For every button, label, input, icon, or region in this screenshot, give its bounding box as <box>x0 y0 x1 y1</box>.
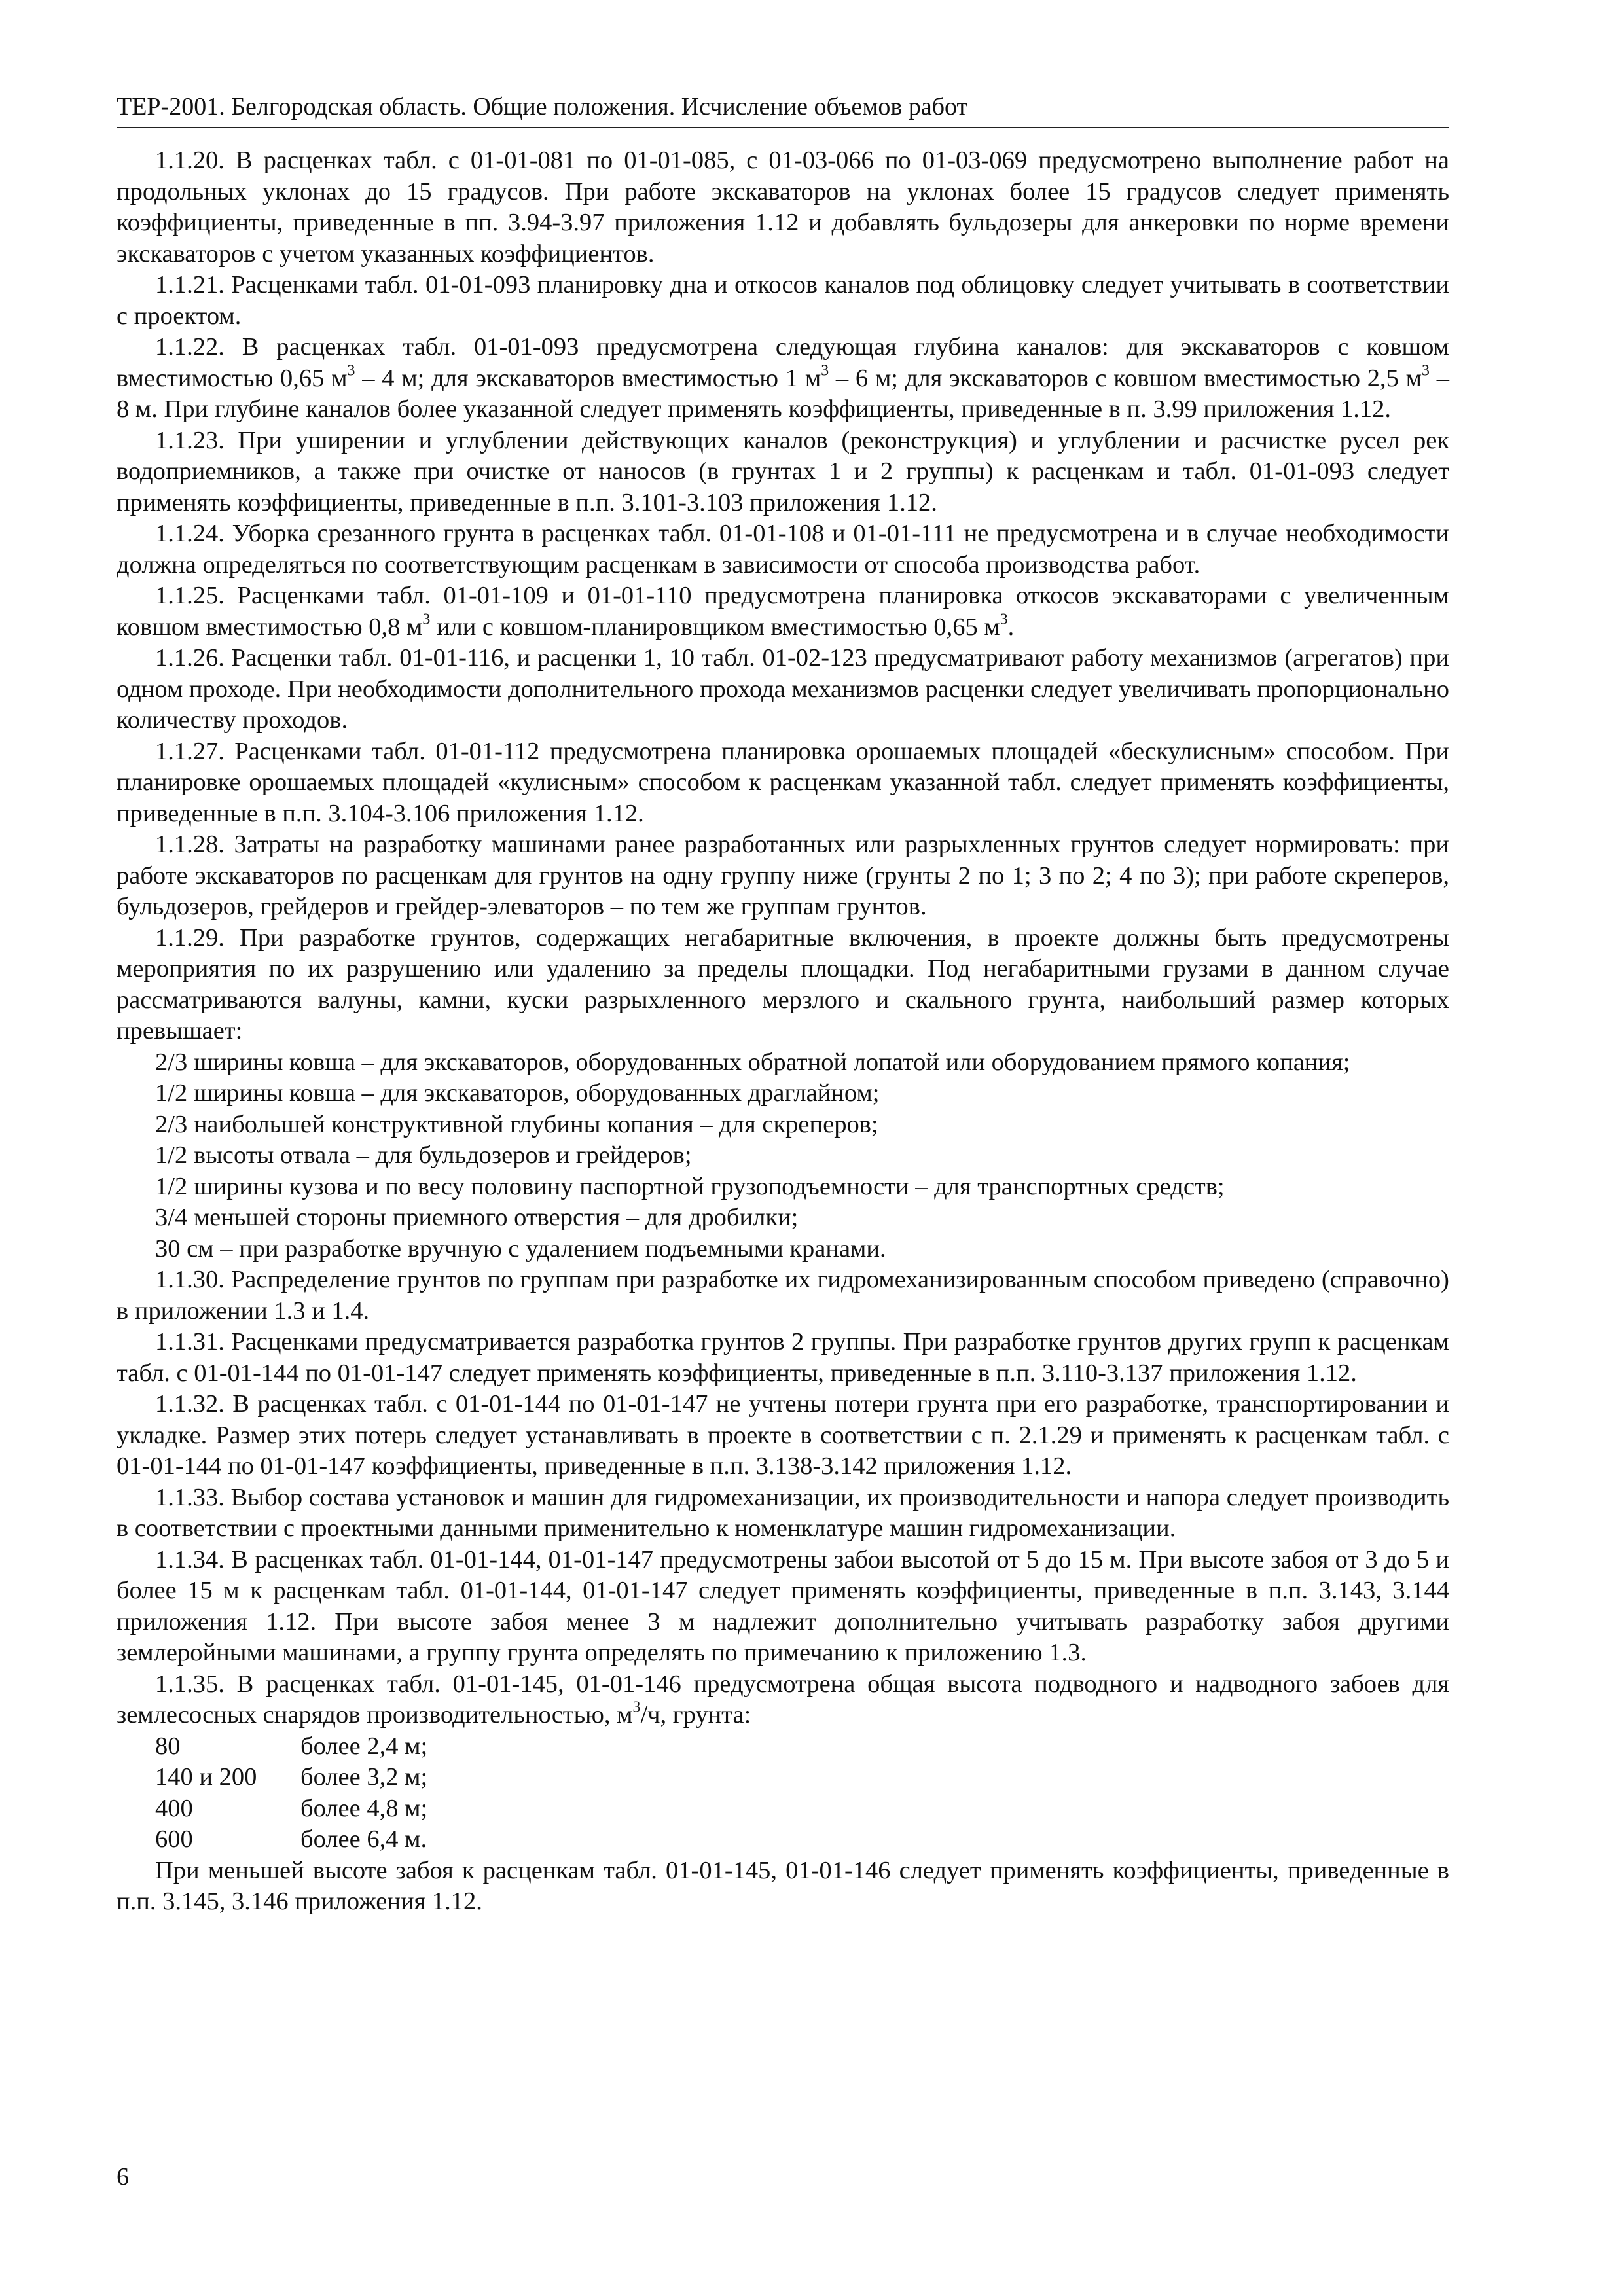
table-row <box>117 1731 1449 1763</box>
text-run: – 8 м. При глубине каналов более указанной следует применять коэффициенты, приведенные в п. 3.99 приложения 1.12. <box>117 364 1450 423</box>
text-run: /ч, грунта: <box>640 1701 751 1729</box>
table-cell-height: более 2,4 м; <box>300 1732 428 1760</box>
paragraph-1-1-25 <box>117 581 1449 643</box>
superscript: 3 <box>422 610 431 628</box>
table-cell-capacity: 600 <box>155 1825 193 1853</box>
paragraph-1-1-27: 1.1.27. Расценками табл. 01-01-112 предусмотрена планировка орошаемых площадей «бескулисным» способом. При планировке орошаемых площадей «кулисным» способом к расценкам указанной табл. следует применять коэффициенты, приведенные в п.п. 3.104-3.106 приложения 1.12. <box>117 737 1449 827</box>
table-cell-height: более 6,4 м. <box>300 1825 427 1853</box>
paragraph-1-1-32: 1.1.32. В расценках табл. с 01-01-144 по 01-01-147 не учтены потери грунта при его разработке, транспортировании и укладке. Размер этих потерь следует устанавливать в проекте в соответствии с п. 2.1.29 и применять к расценкам табл. с 01-01-144 по 01-01-147 коэффициенты, приведенные в п.п. 3.138-3.142 приложения 1.12. <box>117 1390 1449 1480</box>
text-run: – 4 м; для экскаваторов вместимостью 1 м <box>355 364 821 392</box>
list-item: 1/2 ширины кузова и по весу половину паспортной грузоподъемности – для транспортных средств; <box>155 1172 1225 1200</box>
text-run: 1.1.35. В расценках табл. 01-01-145, 01-01-146 предусмотрена общая высота подводного и надводного забоев для землесосных снарядов производительностью, м <box>117 1670 1449 1729</box>
table-cell-height: более 4,8 м; <box>300 1794 428 1822</box>
list-item: 3/4 меньшей стороны приемного отверстия – для дробилки; <box>155 1204 799 1231</box>
page-header: ТЕР-2001. Белгородская область. Общие положения. Исчисление объемов работ <box>117 90 1449 128</box>
superscript: 3 <box>1000 610 1008 628</box>
table-cell-capacity: 80 <box>155 1732 181 1760</box>
list-item: 1/2 высоты отвала – для бульдозеров и грейдеров; <box>155 1141 692 1169</box>
paragraph-1-1-30: 1.1.30. Распределение грунтов по группам при разработке их гидромеханизированным способом приведено (справочно) в приложении 1.3 и 1.4. <box>117 1266 1449 1325</box>
paragraph-1-1-23: 1.1.23. При уширении и углублении действующих каналов (реконструкция) и углублении и расчистке русел рек водоприемников, а также при очистке от наносов (в грунтах 1 и 2 группы) к расценкам и табл. 01-01-093 следует применять коэффициенты, приведенные в п.п. 3.101-3.103 приложения 1.12. <box>117 426 1449 516</box>
paragraph-1-1-24: 1.1.24. Уборка срезанного грунта в расценках табл. 01-01-108 и 01-01-111 не предусмотрена и в случае необходимости должна определяться по соответствующим расценкам в зависимости от способа производства работ. <box>117 520 1449 579</box>
text-run: . <box>1007 613 1015 641</box>
list-item: 30 см – при разработке вручную с удалением подъемными кранами. <box>155 1234 886 1263</box>
table-cell-capacity: 140 и 200 <box>155 1763 257 1791</box>
document-body <box>117 145 1449 1918</box>
paragraph-final: При меньшей высоте забоя к расценкам табл. 01-01-145, 01-01-146 следует применять коэффициенты, приведенные в п.п. 3.145, 3.146 приложения 1.12. <box>117 1856 1449 1915</box>
list-item: 2/3 наибольшей конструктивной глубины копания – для скреперов; <box>155 1110 878 1138</box>
list-item: 1/2 ширины ковша – для экскаваторов, оборудованных драглайном; <box>155 1079 880 1107</box>
superscript: 3 <box>632 1698 641 1716</box>
paragraph-1-1-28: 1.1.28. Затраты на разработку машинами ранее разработанных или разрыхленных грунтов следует нормировать: при работе экскаваторов по расценкам для грунтов на одну группу ниже (грунты 2 по 1; 3 по 2; 4 по 3); при работе скреперов, бульдозеров, грейдеров и грейдер-элеваторов – по тем же группам грунтов. <box>117 831 1449 920</box>
text-run: или с ковшом-планировщиком вместимостью 0,65 м <box>430 613 1000 641</box>
text-run: 1.1.25. Расценками табл. 01-01-109 и 01-01-110 предусмотрена планировка откосов экскаваторами с увеличенным ковшом вместимостью 0,8 м <box>117 582 1449 641</box>
superscript: 3 <box>821 361 829 379</box>
paragraph-1-1-33: 1.1.33. Выбор состава установок и машин для гидромеханизации, их производительности и напора следует производить в соответствии с проектными данными применительно к номенклатуре машин гидромеханизации. <box>117 1483 1449 1542</box>
page-number: 6 <box>117 2163 129 2191</box>
table-row <box>117 1793 1449 1825</box>
table-cell-capacity: 400 <box>155 1794 193 1822</box>
paragraph-1-1-26: 1.1.26. Расценки табл. 01-01-116, и расценки 1, 10 табл. 01-02-123 предусматривают работу механизмов (агрегатов) при одном проходе. При необходимости дополнительного прохода механизмов расценки следует увеличивать пропорционально количеству проходов. <box>117 644 1449 734</box>
paragraph-1-1-29: 1.1.29. При разработке грунтов, содержащих негабаритные включения, в проекте должны быть предусмотрены мероприятия по их разрушению или удалению за пределы площадки. Под негабаритными грузами в данном случае рассматриваются валуны, камни, куски разрыхленного мерзлого и скального грунта, наибольший размер которых превышает: <box>117 924 1449 1045</box>
text-run: 1.1.22. В расценках табл. 01-01-093 предусмотрена следующая глубина каналов: для экскаваторов с ковшом вместимостью 0,65 м <box>117 333 1449 392</box>
paragraph-1-1-34: 1.1.34. В расценках табл. 01-01-144, 01-01-147 предусмотрены забои высотой от 5 до 15 м. При высоте забоя от 3 до 5 и более 15 м к расценкам табл. 01-01-144, 01-01-147 следует применять коэффициенты, приведенные в п.п. 3.143, 3.144 приложения 1.12. При высоте забоя менее 3 м надлежит дополнительно учитывать разработку забоя другими землеройными машинами, а группу грунта определять по примечанию к приложению 1.3. <box>117 1545 1449 1666</box>
table-cell-height: более 3,2 м; <box>300 1763 428 1791</box>
list-item: 2/3 ширины ковша – для экскаваторов, оборудованных обратной лопатой или оборудованием прямого копания; <box>155 1048 1350 1076</box>
paragraph-1-1-21: 1.1.21. Расценками табл. 01-01-093 планировку дна и откосов каналов под облицовку следует учитывать в соответствии с проектом. <box>117 271 1449 330</box>
capacity-table <box>117 1731 1449 1856</box>
paragraph-1-1-31: 1.1.31. Расценками предусматривается разработка грунтов 2 группы. При разработке грунтов других групп к расценкам табл. с 01-01-144 по 01-01-147 следует применять коэффициенты, приведенные в п.п. 3.110-3.137 приложения 1.12. <box>117 1328 1449 1387</box>
superscript: 3 <box>347 361 355 379</box>
text-run: – 6 м; для экскаваторов с ковшом вместимостью 2,5 м <box>829 364 1422 392</box>
paragraph-1-1-22 <box>117 332 1449 425</box>
superscript: 3 <box>1422 361 1430 379</box>
table-row <box>117 1762 1449 1793</box>
paragraph-1-1-20: 1.1.20. В расценках табл. с 01-01-081 по 01-01-085, с 01-03-066 по 01-03-069 предусмотрено выполнение работ на продольных уклонах до 15 градусов. При работе экскаваторов на уклонах более 15 градусов следует применять коэффициенты, приведенные в пп. 3.94-3.97 приложения 1.12 и добавлять бульдозеры для анкеровки по норме времени экскаваторов с учетом указанных коэффициентов. <box>117 147 1449 268</box>
table-row <box>117 1824 1449 1856</box>
paragraph-1-1-35 <box>117 1669 1449 1731</box>
